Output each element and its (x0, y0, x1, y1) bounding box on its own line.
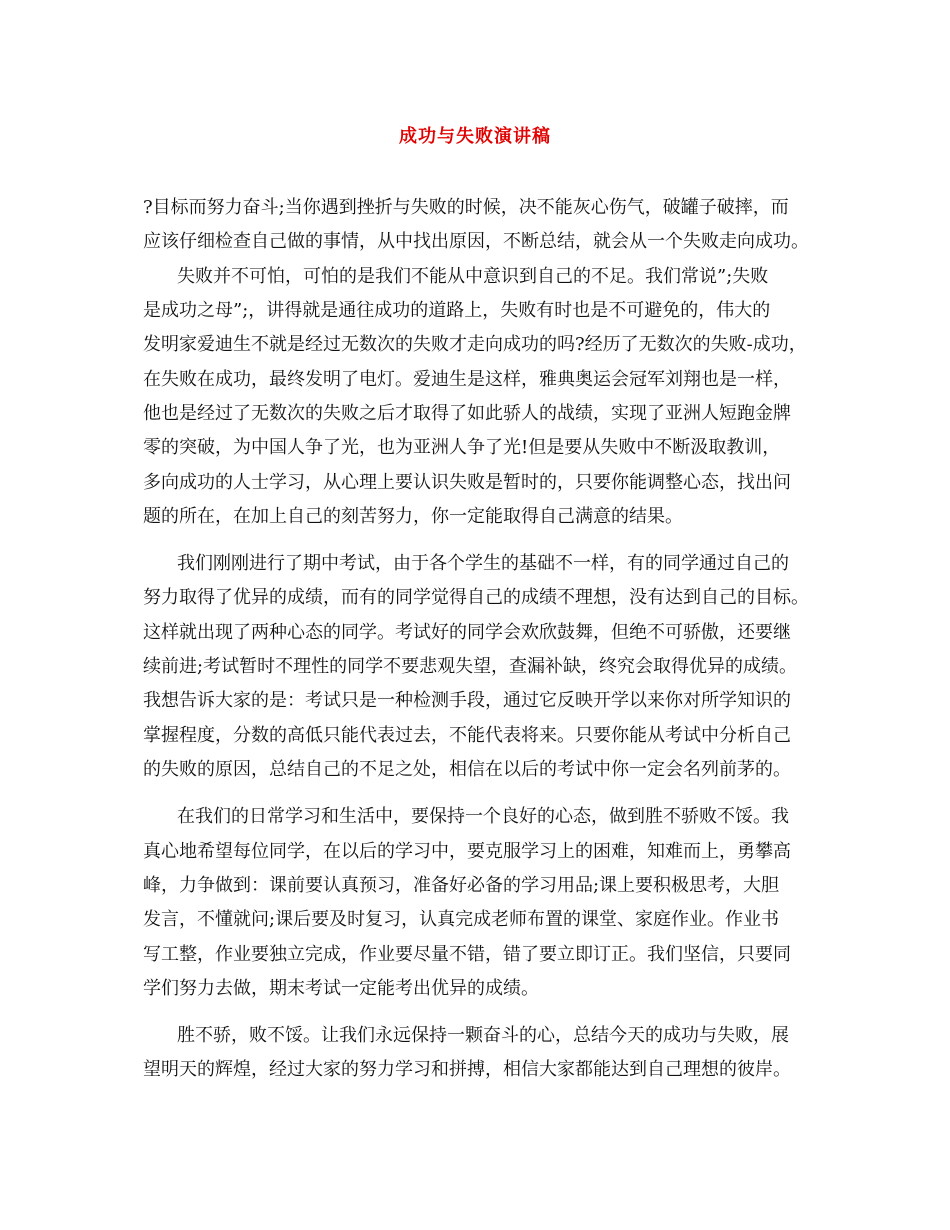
text-line: 掌握程度，分数的高低只能代表过去，不能代表将来。只要你能从考试中分析自己 (143, 725, 791, 746)
paragraph-start-line: 我们刚刚进行了期中考试，由于各个学生的基础不一样，有的同学通过自己的 (177, 553, 789, 574)
text-line: 零的突破，为中国人争了光，也为亚洲人争了光!但是要从失败中不断汲取教训， (143, 437, 781, 458)
text-line: 是成功之母”;，讲得就是通往成功的道路上，失败有时也是不可避免的，伟大的 (143, 300, 771, 321)
text-line: 这样就出现了两种心态的同学。考试好的同学会欢欣鼓舞，但绝不可骄傲，还要继 (143, 622, 791, 643)
text-line: 在失败在成功，最终发明了电灯。爱迪生是这样，雅典奥运会冠军刘翔也是一样， (143, 369, 791, 390)
text-line: 学们努力去做，期末考试一定能考出优异的成绩。 (143, 978, 539, 999)
text-line: 多向成功的人士学习，从心理上要认识失败是暂时的，只要你能调整心态，找出问 (143, 472, 791, 493)
text-line: 真心地希望每位同学，在以后的学习中，要克服学习上的困难，知难而上，勇攀高 (143, 841, 791, 862)
text-line: 发言，不懂就问;课后要及时复习，认真完成老师布置的课堂、家庭作业。作业书 (143, 909, 780, 930)
text-line: 发明家爱迪生不就是经过无数次的失败才走向成功的吗?经历了无数次的失败-成功， (143, 334, 807, 355)
paragraph-start-line: 胜不骄，败不馁。让我们永远保持一颗奋斗的心，总结今天的成功与失败，展 (177, 1025, 789, 1046)
text-line: 峰，力争做到：课前要认真预习，准备好必备的学习用品;课上要积极思考，大胆 (143, 875, 780, 896)
text-line: 续前进;考试暂时不理性的同学不要悲观失望，查漏补缺，终究会取得优异的成绩。 (143, 656, 798, 677)
paragraph-start-line: 在我们的日常学习和生活中，要保持一个良好的心态，做到胜不骄败不馁。我 (177, 806, 789, 827)
text-line: 望明天的辉煌，经过大家的努力学习和拼搏，相信大家都能达到自己理想的彼岸。 (143, 1059, 791, 1080)
text-line: 写工整，作业要独立完成，作业要尽量不错，错了要立即订正。我们坚信，只要同 (143, 944, 791, 965)
text-line: 题的所在，在加上自己的刻苦努力，你一定能取得自己满意的结果。 (143, 506, 683, 527)
text-line: 的失败的原因，总结自己的不足之处，相信在以后的考试中你一定会名列前茅的。 (143, 759, 791, 780)
text-line: ?目标而努力奋斗;当你遇到挫折与失败的时候，决不能灰心伤气，破罐子破摔，而 (143, 197, 789, 218)
text-line: 努力取得了优异的成绩，而有的同学觉得自己的成绩不理想，没有达到自己的目标。 (143, 587, 809, 608)
paragraph-start-line: 失败并不可怕，可怕的是我们不能从中意识到自己的不足。我们常说”;失败 (177, 266, 769, 287)
text-line: 应该仔细检查自己做的事情，从中找出原因，不断总结，就会从一个失败走向成功。 (143, 231, 809, 252)
text-line: 他也是经过了无数次的失败之后才取得了如此骄人的战绩，实现了亚洲人短跑金牌 (143, 403, 791, 424)
document-title: 成功与失败演讲稿 (399, 126, 551, 147)
text-line: 我想告诉大家的是：考试只是一种检测手段，通过它反映开学以来你对所学知识的 (143, 690, 791, 711)
